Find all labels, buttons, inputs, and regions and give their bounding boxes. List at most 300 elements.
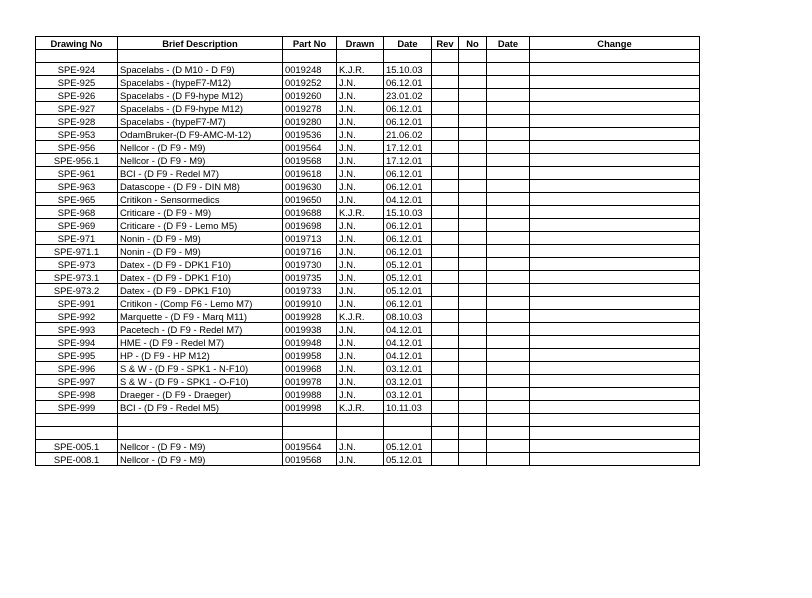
date-cell: 06.12.01 xyxy=(384,245,432,258)
table-row xyxy=(36,89,700,102)
date-cell: 06.12.01 xyxy=(384,232,432,245)
rev-cell xyxy=(432,271,459,284)
rev-cell xyxy=(432,310,459,323)
description-cell: Spacelabs - (D M10 - D F9) xyxy=(118,63,283,76)
drawing-no-cell: SPE-991 xyxy=(36,297,118,310)
rev-cell xyxy=(432,245,459,258)
part-no-cell: 0019928 xyxy=(283,310,337,323)
part-no-cell: 0019248 xyxy=(283,63,337,76)
description-cell: Datex - (D F9 - DPK1 F10) xyxy=(118,284,283,297)
no-cell xyxy=(459,180,487,193)
drawing-no-cell: SPE-994 xyxy=(36,336,118,349)
date-cell: 04.12.01 xyxy=(384,193,432,206)
rev-cell xyxy=(432,219,459,232)
rev-cell xyxy=(432,180,459,193)
part-no-cell: 0019733 xyxy=(283,284,337,297)
rev-cell xyxy=(432,440,459,453)
change-cell xyxy=(530,414,700,427)
header-date: Date xyxy=(384,37,432,50)
table-row xyxy=(36,297,700,310)
change-date-cell xyxy=(487,232,530,245)
drawing-no-cell: SPE-992 xyxy=(36,310,118,323)
change-cell xyxy=(530,388,700,401)
description-cell: BCI - (D F9 - Redel M5) xyxy=(118,401,283,414)
change-date-cell xyxy=(487,427,530,440)
table-row xyxy=(36,50,700,63)
drawing-no-cell: SPE-973 xyxy=(36,258,118,271)
change-cell xyxy=(530,50,700,63)
table-row xyxy=(36,349,700,362)
change-cell xyxy=(530,232,700,245)
rev-cell xyxy=(432,349,459,362)
part-no-cell: 0019998 xyxy=(283,401,337,414)
rev-cell xyxy=(432,115,459,128)
change-date-cell xyxy=(487,128,530,141)
rev-cell xyxy=(432,323,459,336)
description-cell: Nellcor - (D F9 - M9) xyxy=(118,141,283,154)
part-no-cell: 0019280 xyxy=(283,115,337,128)
description-cell: S & W - (D F9 - SPK1 - O-F10) xyxy=(118,375,283,388)
no-cell xyxy=(459,245,487,258)
date-cell: 17.12.01 xyxy=(384,154,432,167)
date-cell: 23.01.02 xyxy=(384,89,432,102)
date-cell: 05.12.01 xyxy=(384,440,432,453)
change-cell xyxy=(530,401,700,414)
no-cell xyxy=(459,310,487,323)
no-cell xyxy=(459,115,487,128)
date-cell: 06.12.01 xyxy=(384,76,432,89)
drawing-no-cell: SPE-971.1 xyxy=(36,245,118,258)
change-date-cell xyxy=(487,167,530,180)
part-no-cell: 0019564 xyxy=(283,141,337,154)
rev-cell xyxy=(432,232,459,245)
date-cell: 06.12.01 xyxy=(384,167,432,180)
change-date-cell xyxy=(487,284,530,297)
rev-cell xyxy=(432,102,459,115)
date-cell: 06.12.01 xyxy=(384,102,432,115)
table-row xyxy=(36,284,700,297)
date-cell: 06.12.01 xyxy=(384,219,432,232)
header-part-no: Part No xyxy=(283,37,337,50)
table-row xyxy=(36,232,700,245)
header-change: Change xyxy=(530,37,700,50)
no-cell xyxy=(459,414,487,427)
change-cell xyxy=(530,128,700,141)
no-cell xyxy=(459,349,487,362)
rev-cell xyxy=(432,76,459,89)
part-no-cell: 0019948 xyxy=(283,336,337,349)
drawn-cell: J.N. xyxy=(337,284,384,297)
rev-cell xyxy=(432,336,459,349)
change-date-cell xyxy=(487,414,530,427)
rev-cell xyxy=(432,414,459,427)
description-cell: Datex - (D F9 - DPK1 F10) xyxy=(118,271,283,284)
table-row xyxy=(36,323,700,336)
drawing-register-table xyxy=(35,36,700,466)
no-cell xyxy=(459,427,487,440)
change-cell xyxy=(530,206,700,219)
table-row xyxy=(36,401,700,414)
change-cell xyxy=(530,284,700,297)
header-drawn: Drawn xyxy=(337,37,384,50)
drawn-cell: J.N. xyxy=(337,349,384,362)
change-date-cell xyxy=(487,89,530,102)
no-cell xyxy=(459,271,487,284)
part-no-cell: 0019650 xyxy=(283,193,337,206)
change-date-cell xyxy=(487,336,530,349)
drawing-no-cell: SPE-953 xyxy=(36,128,118,141)
table-row xyxy=(36,453,700,466)
change-cell xyxy=(530,427,700,440)
description-cell: Marquette - (D F9 - Marq M11) xyxy=(118,310,283,323)
date-cell xyxy=(384,427,432,440)
table-row xyxy=(36,154,700,167)
change-date-cell xyxy=(487,141,530,154)
drawn-cell xyxy=(337,427,384,440)
drawn-cell xyxy=(337,50,384,63)
no-cell xyxy=(459,362,487,375)
date-cell: 10.11.03 xyxy=(384,401,432,414)
no-cell xyxy=(459,128,487,141)
table-row xyxy=(36,375,700,388)
date-cell: 04.12.01 xyxy=(384,336,432,349)
date-cell xyxy=(384,414,432,427)
drawn-cell: J.N. xyxy=(337,388,384,401)
date-cell: 17.12.01 xyxy=(384,141,432,154)
table-row xyxy=(36,336,700,349)
drawn-cell: J.N. xyxy=(337,167,384,180)
date-cell: 05.12.01 xyxy=(384,284,432,297)
table-row xyxy=(36,245,700,258)
change-date-cell xyxy=(487,375,530,388)
drawing-no-cell: SPE-968 xyxy=(36,206,118,219)
description-cell xyxy=(118,414,283,427)
drawing-no-cell: SPE-924 xyxy=(36,63,118,76)
rev-cell xyxy=(432,388,459,401)
drawn-cell: J.N. xyxy=(337,180,384,193)
description-cell: Critikon - (Comp F6 - Lemo M7) xyxy=(118,297,283,310)
drawn-cell: J.N. xyxy=(337,102,384,115)
part-no-cell xyxy=(283,50,337,63)
change-cell xyxy=(530,310,700,323)
rev-cell xyxy=(432,362,459,375)
drawing-no-cell: SPE-956 xyxy=(36,141,118,154)
rev-cell xyxy=(432,297,459,310)
table-row xyxy=(36,115,700,128)
part-no-cell: 0019730 xyxy=(283,258,337,271)
change-date-cell xyxy=(487,271,530,284)
change-date-cell xyxy=(487,362,530,375)
no-cell xyxy=(459,232,487,245)
no-cell xyxy=(459,89,487,102)
table-row xyxy=(36,206,700,219)
part-no-cell: 0019988 xyxy=(283,388,337,401)
change-cell xyxy=(530,89,700,102)
change-date-cell xyxy=(487,50,530,63)
table-row xyxy=(36,388,700,401)
header-change-date: Date xyxy=(487,37,530,50)
part-no-cell: 0019688 xyxy=(283,206,337,219)
change-date-cell xyxy=(487,349,530,362)
change-cell xyxy=(530,245,700,258)
part-no-cell xyxy=(283,414,337,427)
change-date-cell xyxy=(487,388,530,401)
change-cell xyxy=(530,219,700,232)
header-row xyxy=(36,37,700,50)
drawn-cell: J.N. xyxy=(337,323,384,336)
table-row xyxy=(36,102,700,115)
date-cell: 05.12.01 xyxy=(384,258,432,271)
description-cell: Nellcor - (D F9 - M9) xyxy=(118,154,283,167)
change-cell xyxy=(530,440,700,453)
drawing-no-cell: SPE-925 xyxy=(36,76,118,89)
part-no-cell: 0019564 xyxy=(283,440,337,453)
no-cell xyxy=(459,297,487,310)
change-cell xyxy=(530,167,700,180)
rev-cell xyxy=(432,167,459,180)
no-cell xyxy=(459,63,487,76)
drawn-cell: J.N. xyxy=(337,336,384,349)
description-cell: S & W - (D F9 - SPK1 - N-F10) xyxy=(118,362,283,375)
change-date-cell xyxy=(487,453,530,466)
date-cell: 03.12.01 xyxy=(384,388,432,401)
drawing-no-cell xyxy=(36,427,118,440)
header-no: No xyxy=(459,37,487,50)
part-no-cell: 0019630 xyxy=(283,180,337,193)
change-cell xyxy=(530,102,700,115)
description-cell: HME - (D F9 - Redel M7) xyxy=(118,336,283,349)
drawing-no-cell: SPE-993 xyxy=(36,323,118,336)
no-cell xyxy=(459,76,487,89)
change-cell xyxy=(530,375,700,388)
table-row xyxy=(36,167,700,180)
part-no-cell: 0019968 xyxy=(283,362,337,375)
date-cell: 05.12.01 xyxy=(384,453,432,466)
no-cell xyxy=(459,284,487,297)
drawn-cell: J.N. xyxy=(337,219,384,232)
date-cell: 06.12.01 xyxy=(384,180,432,193)
part-no-cell xyxy=(283,427,337,440)
table-row xyxy=(36,141,700,154)
drawn-cell: J.N. xyxy=(337,193,384,206)
change-cell xyxy=(530,115,700,128)
rev-cell xyxy=(432,193,459,206)
part-no-cell: 0019278 xyxy=(283,102,337,115)
drawing-no-cell: SPE-956.1 xyxy=(36,154,118,167)
description-cell: OdamBruker-(D F9-AMC-M-12) xyxy=(118,128,283,141)
part-no-cell: 0019978 xyxy=(283,375,337,388)
drawing-no-cell: SPE-971 xyxy=(36,232,118,245)
change-date-cell xyxy=(487,63,530,76)
drawn-cell: J.N. xyxy=(337,375,384,388)
change-cell xyxy=(530,63,700,76)
drawing-no-cell: SPE-999 xyxy=(36,401,118,414)
drawing-no-cell: SPE-928 xyxy=(36,115,118,128)
drawing-no-cell: SPE-961 xyxy=(36,167,118,180)
change-date-cell xyxy=(487,206,530,219)
no-cell xyxy=(459,375,487,388)
table-row xyxy=(36,427,700,440)
drawing-no-cell: SPE-996 xyxy=(36,362,118,375)
date-cell: 03.12.01 xyxy=(384,375,432,388)
description-cell: Nonin - (D F9 - M9) xyxy=(118,245,283,258)
date-cell: 06.12.01 xyxy=(384,297,432,310)
drawn-cell: K.J.R. xyxy=(337,206,384,219)
part-no-cell: 0019938 xyxy=(283,323,337,336)
change-cell xyxy=(530,76,700,89)
change-date-cell xyxy=(487,297,530,310)
part-no-cell: 0019735 xyxy=(283,271,337,284)
no-cell xyxy=(459,219,487,232)
no-cell xyxy=(459,323,487,336)
drawing-no-cell: SPE-973.2 xyxy=(36,284,118,297)
part-no-cell: 0019568 xyxy=(283,453,337,466)
rev-cell xyxy=(432,141,459,154)
change-cell xyxy=(530,336,700,349)
part-no-cell: 0019252 xyxy=(283,76,337,89)
rev-cell xyxy=(432,258,459,271)
table-row xyxy=(36,180,700,193)
description-cell: Pacetech - (D F9 - Redel M7) xyxy=(118,323,283,336)
drawn-cell: J.N. xyxy=(337,141,384,154)
table-row xyxy=(36,440,700,453)
description-cell: Criticare - (D F9 - M9) xyxy=(118,206,283,219)
change-cell xyxy=(530,141,700,154)
change-cell xyxy=(530,323,700,336)
date-cell: 03.12.01 xyxy=(384,362,432,375)
drawn-cell: J.N. xyxy=(337,128,384,141)
drawn-cell: K.J.R. xyxy=(337,310,384,323)
drawing-no-cell: SPE-997 xyxy=(36,375,118,388)
table-row xyxy=(36,258,700,271)
description-cell: Nellcor - (D F9 - M9) xyxy=(118,440,283,453)
drawn-cell: J.N. xyxy=(337,232,384,245)
drawing-no-cell xyxy=(36,50,118,63)
drawing-no-cell: SPE-965 xyxy=(36,193,118,206)
drawing-no-cell: SPE-973.1 xyxy=(36,271,118,284)
drawn-cell: J.N. xyxy=(337,297,384,310)
date-cell: 04.12.01 xyxy=(384,349,432,362)
description-cell: BCI - (D F9 - Redel M7) xyxy=(118,167,283,180)
description-cell: HP - (D F9 - HP M12) xyxy=(118,349,283,362)
change-cell xyxy=(530,453,700,466)
date-cell: 04.12.01 xyxy=(384,323,432,336)
description-cell: Spacelabs - (hypeF7-M12) xyxy=(118,76,283,89)
drawn-cell: J.N. xyxy=(337,154,384,167)
drawn-cell: J.N. xyxy=(337,271,384,284)
no-cell xyxy=(459,453,487,466)
rev-cell xyxy=(432,453,459,466)
description-cell: Criticare - (D F9 - Lemo M5) xyxy=(118,219,283,232)
rev-cell xyxy=(432,427,459,440)
drawing-no-cell xyxy=(36,414,118,427)
table-row xyxy=(36,219,700,232)
part-no-cell: 0019260 xyxy=(283,89,337,102)
no-cell xyxy=(459,388,487,401)
no-cell xyxy=(459,206,487,219)
change-date-cell xyxy=(487,115,530,128)
description-cell xyxy=(118,427,283,440)
part-no-cell: 0019958 xyxy=(283,349,337,362)
rev-cell xyxy=(432,375,459,388)
description-cell xyxy=(118,50,283,63)
change-date-cell xyxy=(487,323,530,336)
change-date-cell xyxy=(487,440,530,453)
no-cell xyxy=(459,193,487,206)
rev-cell xyxy=(432,63,459,76)
no-cell xyxy=(459,154,487,167)
change-cell xyxy=(530,271,700,284)
drawing-no-cell: SPE-927 xyxy=(36,102,118,115)
change-date-cell xyxy=(487,245,530,258)
change-cell xyxy=(530,154,700,167)
header-brief-description: Brief Description xyxy=(118,37,283,50)
part-no-cell: 0019713 xyxy=(283,232,337,245)
drawing-no-cell: SPE-995 xyxy=(36,349,118,362)
date-cell: 15.10.03 xyxy=(384,63,432,76)
header-drawing-no: Drawing No xyxy=(36,37,118,50)
change-date-cell xyxy=(487,401,530,414)
date-cell: 05.12.01 xyxy=(384,271,432,284)
drawn-cell xyxy=(337,414,384,427)
header-rev: Rev xyxy=(432,37,459,50)
change-cell xyxy=(530,180,700,193)
drawing-no-cell: SPE-963 xyxy=(36,180,118,193)
description-cell: Draeger - (D F9 - Draeger) xyxy=(118,388,283,401)
part-no-cell: 0019618 xyxy=(283,167,337,180)
description-cell: Spacelabs - (D F9-hype M12) xyxy=(118,102,283,115)
change-date-cell xyxy=(487,76,530,89)
no-cell xyxy=(459,50,487,63)
drawing-no-cell: SPE-969 xyxy=(36,219,118,232)
change-date-cell xyxy=(487,180,530,193)
no-cell xyxy=(459,258,487,271)
description-cell: Nonin - (D F9 - M9) xyxy=(118,232,283,245)
drawing-no-cell: SPE-005.1 xyxy=(36,440,118,453)
change-date-cell xyxy=(487,258,530,271)
change-date-cell xyxy=(487,154,530,167)
no-cell xyxy=(459,102,487,115)
drawn-cell: J.N. xyxy=(337,258,384,271)
date-cell xyxy=(384,50,432,63)
drawn-cell: J.N. xyxy=(337,362,384,375)
drawing-no-cell: SPE-008.1 xyxy=(36,453,118,466)
change-cell xyxy=(530,362,700,375)
table-row xyxy=(36,193,700,206)
part-no-cell: 0019716 xyxy=(283,245,337,258)
part-no-cell: 0019568 xyxy=(283,154,337,167)
rev-cell xyxy=(432,284,459,297)
part-no-cell: 0019910 xyxy=(283,297,337,310)
date-cell: 08.10.03 xyxy=(384,310,432,323)
table-row xyxy=(36,63,700,76)
change-cell xyxy=(530,193,700,206)
rev-cell xyxy=(432,401,459,414)
table-row xyxy=(36,310,700,323)
change-date-cell xyxy=(487,310,530,323)
no-cell xyxy=(459,401,487,414)
drawn-cell: J.N. xyxy=(337,115,384,128)
table-row xyxy=(36,128,700,141)
description-cell: Critikon - Sensormedics xyxy=(118,193,283,206)
drawn-cell: J.N. xyxy=(337,76,384,89)
no-cell xyxy=(459,167,487,180)
no-cell xyxy=(459,440,487,453)
rev-cell xyxy=(432,50,459,63)
part-no-cell: 0019536 xyxy=(283,128,337,141)
part-no-cell: 0019698 xyxy=(283,219,337,232)
drawn-cell: K.J.R. xyxy=(337,63,384,76)
